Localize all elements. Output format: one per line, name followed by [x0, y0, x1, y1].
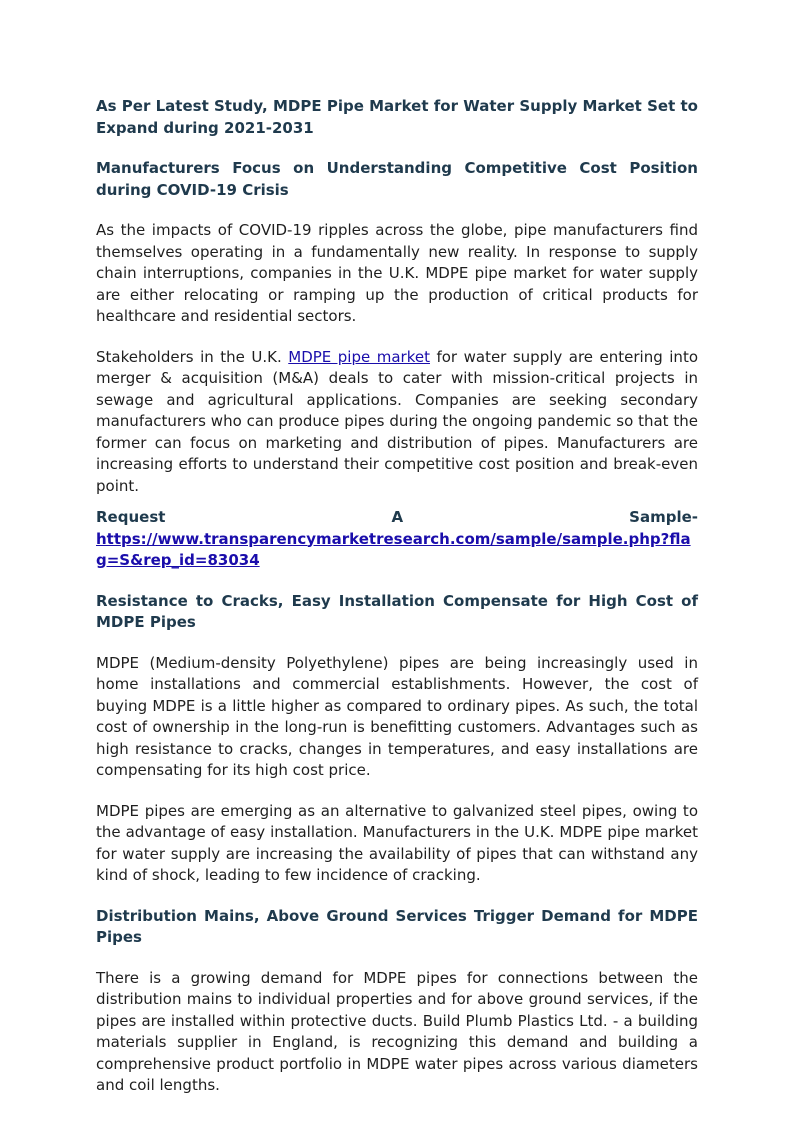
paragraph-distribution-demand: There is a growing demand for MDPE pipes for connections between the distribution mains to individual properties and for above ground services, if the pipes are installed within protective ducts. Build Plumb Plastics Ltd. - a building materials supplier in England, is recognizing this demand and building a comprehensive product portfolio in MDPE water pipes across various diameters and coil lengths.: [96, 968, 698, 1094]
document-page: [96, 96, 698, 1116]
paragraph-stakeholders: [96, 347, 698, 498]
sample-word: Sample-: [629, 508, 698, 526]
paragraph-covid-impact: As the impacts of COVID-19 ripples across the globe, pipe manufacturers find themselves operating in a fundamentally new reality. In response to supply chain interruptions, companies in the U.K. MDPE pipe market for water supply are either relocating or ramping up the production of critical products for healthcare and residential sectors.: [96, 221, 698, 325]
section-heading-cracks: Resistance to Cracks, Easy Installation Compensate for High Cost of MDPE Pipes: [96, 591, 698, 631]
document-title: As Per Latest Study, MDPE Pipe Market for Water Supply Market Set to Expand during 2021-2031: [96, 97, 698, 137]
paragraph-stakeholders-rest: for water supply are entering into merger & acquisition (M&A) deals to cater with mission-critical projects in sewage and agricultural applications. Companies are seeking secondary manufacturers who can produce pipes during the ongoing pandemic so that the former can focus on marketing and distribution of pipes. Manufacturers are increasing efforts to understand their competitive cost position and break-even point.: [96, 347, 698, 495]
paragraph-mdpe-definition: MDPE (Medium-density Polyethylene) pipes are being increasingly used in home installations and commercial establishments. However, the cost of buying MDPE is a little higher as compared to ordinary pipes. As such, the total cost of ownership in the long-run is benefitting customers. Advantages such as high resistance to cracks, changes in temperatures, and easy installations are compensating for its high cost price.: [96, 653, 698, 779]
paragraph-stakeholders-start: Stakeholders in the U.K.: [96, 347, 289, 366]
section-heading-distribution: Distribution Mains, Above Ground Services Trigger Demand for MDPE Pipes: [96, 906, 698, 946]
request-word: Request: [96, 508, 166, 526]
request-sample-block: [96, 507, 698, 572]
section-heading-covid: Manufacturers Focus on Understanding Competitive Cost Position during COVID-19 Crisis: [96, 159, 698, 199]
request-sample-link[interactable]: https://www.transparencymarketresearch.com/sample/sample.php?flag=S&rep_id=83034: [96, 529, 691, 569]
paragraph-galvanized-alternative: MDPE pipes are emerging as an alternative to galvanized steel pipes, owing to the advantage of easy installation. Manufacturers in the U.K. MDPE pipe market for water supply are increasing the availability of pipes that can withstand any kind of shock, leading to few incidence of cracking.: [96, 801, 698, 884]
request-sample-label: [96, 507, 698, 529]
mdpe-pipe-market-link[interactable]: MDPE pipe market: [288, 347, 430, 366]
a-word: A: [391, 508, 404, 526]
